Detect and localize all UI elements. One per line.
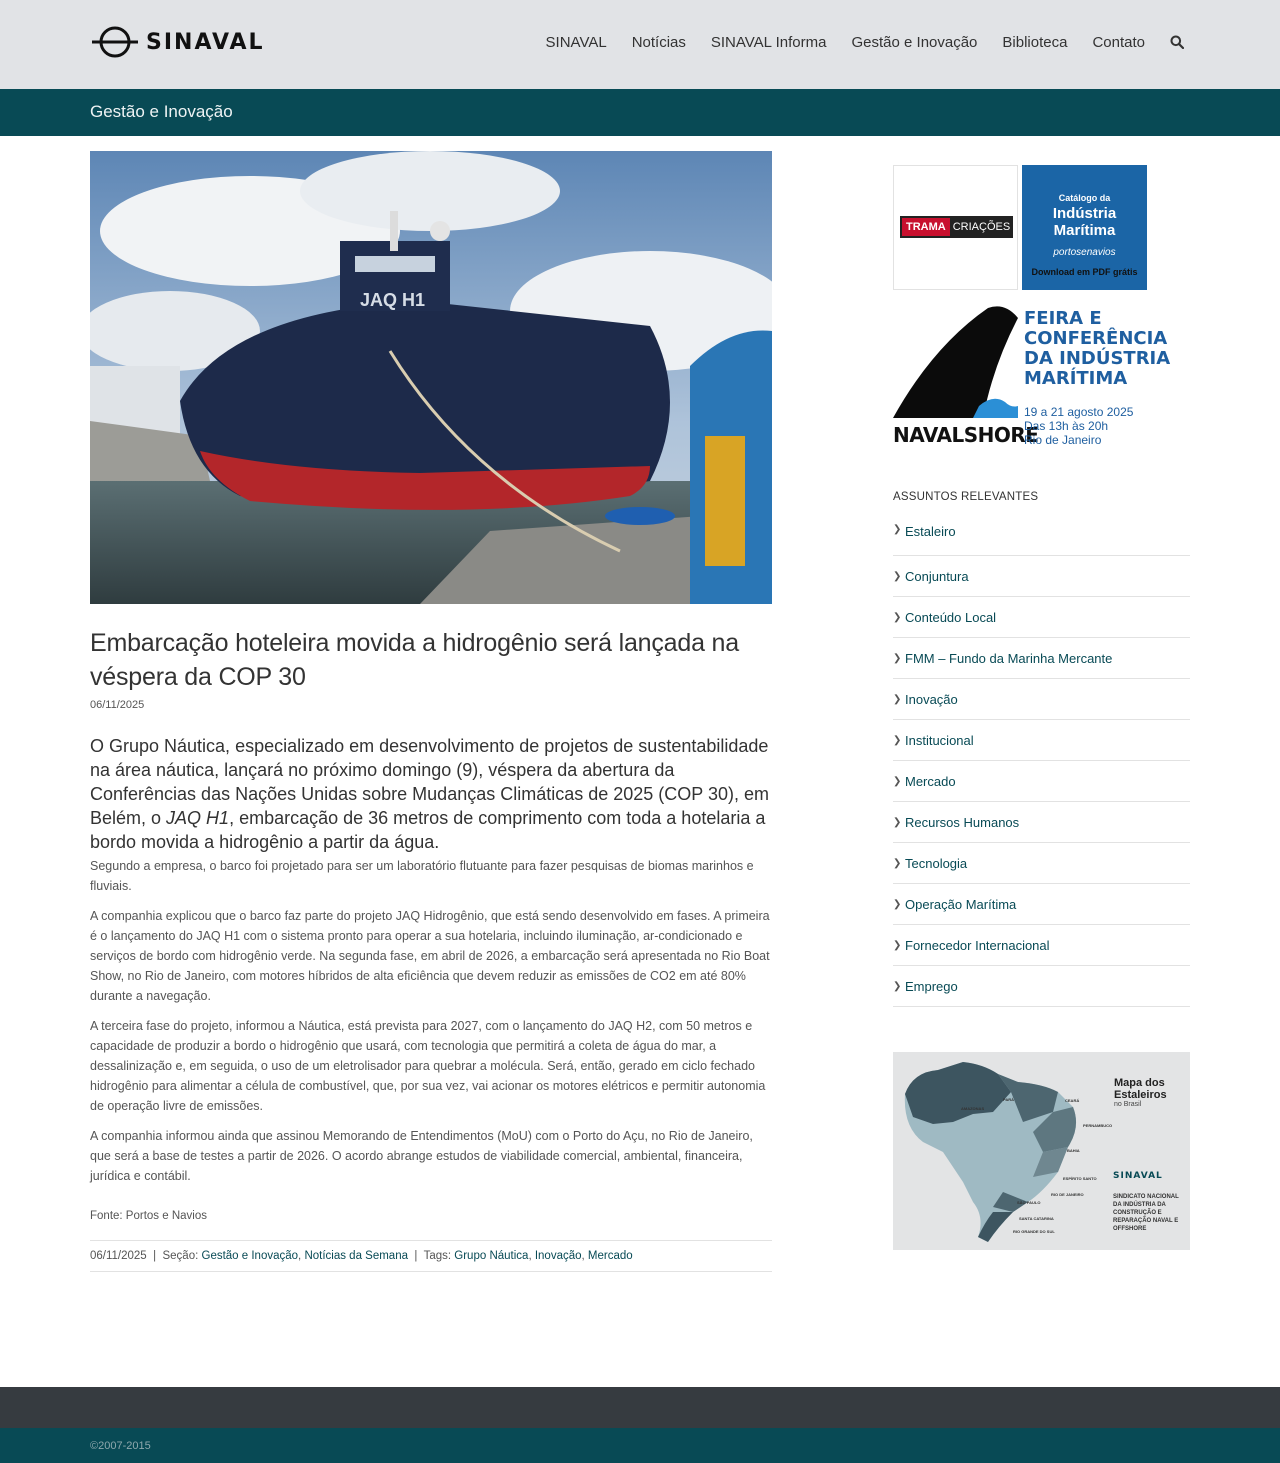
chevron-right-icon: ❯ [893,898,902,910]
topic-label: Conjuntura [905,568,969,584]
topic-label: FMM – Fundo da Marinha Mercante [905,650,1113,666]
map-title-line: Mapa dos [1114,1077,1165,1089]
topic-label: Tecnologia [905,855,968,871]
nav-sinaval-informa[interactable]: SINAVAL Informa [710,34,827,51]
map-title [1114,1077,1167,1101]
footer-widgets [0,1387,1280,1428]
search-icon[interactable] [1170,35,1186,51]
article-paragraph: A companhia informou ainda que assinou Memorando de Entendimentos (MoU) com o Porto do Açu, no Rio de Janeiro, que será a base de testes a partir de 2026. O acordo abrange estudos de viabilidade comercial, ambiental, financeira, jurídica e contábil. [90,1129,753,1183]
logo-text: SINAVAL [146,29,265,55]
article-paragraph: A companhia explicou que o barco faz parte do projeto JAQ Hidrogênio, que está sendo desenvolvido em fases. A primeira é o lançamento do JAQ H1 com o sistema pronto para operar a sua hotelaria, incluindo iluminação, ar-condicionado e serviços de bordo com hidrogênio verde. Na segunda fase, em abril de 2026, a embarcação será apresentada no Rio Boat Show, no Rio de Janeiro, com motores híbridos de alta eficiência que devem reduzir as emissões de CO2 em até 80% durante a navegação. [90,909,770,1003]
catalogo-line1: Catálogo da [1058,193,1111,203]
navalshore-title-line: DA INDÚSTRIA [1024,348,1171,369]
map-subtitle: no Brasil [1114,1101,1142,1108]
navalshore-date-line: 19 a 21 agosto 2025 [1024,405,1134,419]
nav-sinaval[interactable]: SINAVAL [545,34,607,51]
site-header [0,0,1280,89]
trama-logo-red: TRAMA [902,218,950,236]
lead-text-end: , embarcação de 36 metros de comprimento com toda a hotelaria a bordo movida a hidrogênio a partir da água. [90,808,766,852]
map-state-label: SANTA CATARINA [1019,1216,1054,1221]
map-state-label: CEARÁ [1065,1098,1080,1103]
map-state-label: PERNAMBUCO [1083,1123,1113,1128]
topic-link-tecnologia[interactable] [893,843,1190,884]
topic-link-emprego[interactable] [893,966,1190,1007]
sidebar [893,165,1190,1250]
map-state-label: RIO GRANDE DO SUL [1013,1229,1055,1234]
article-paragraph: Segundo a empresa, o barco foi projetado para ser um laboratório flutuante para fazer pesquisas de biomas marinhos e fluviais. [90,859,754,893]
nav-biblioteca[interactable]: Biblioteca [1002,34,1068,51]
topic-label: Fornecedor Internacional [905,937,1050,953]
topic-label: Operação Marítima [905,896,1017,912]
topic-link-conjuntura[interactable] [893,556,1190,597]
meta-secao-label: Seção: [162,1250,199,1262]
catalogo-line2: Indústria Marítima [1052,205,1117,239]
topics-widget-title: ASSUNTOS RELEVANTES [893,491,1039,503]
meta-secao-link[interactable]: Notícias da Semana [304,1250,408,1262]
nav-noticias[interactable]: Notícias [631,34,686,51]
map-sinaval-description: SINDICATO NACIONAL DA INDÚSTRIA DA CONSTRUÇÃO E REPARAÇÃO NAVAL E OFFSHORE [1113,1194,1179,1232]
meta-tags-label: Tags: [423,1250,452,1262]
catalogo-line3: portosenavios [1053,247,1116,258]
article-date: 06/11/2025 [90,699,145,711]
map-state-label: AMAZONAS [961,1106,985,1111]
trama-logo [900,216,1013,238]
article [90,151,772,1272]
map-state-label: PARÁ [1003,1097,1015,1102]
trama-logo-white: CRIAÇÕES [952,221,1011,233]
meta-separator: | [153,1250,157,1262]
ad-mapa-estaleiros[interactable] [893,1052,1190,1250]
meta-tag-link[interactable]: Mercado [587,1250,633,1262]
meta-secao-link[interactable]: Gestão e Inovação [201,1250,299,1262]
topic-label: Mercado [905,773,956,789]
lead-text-start: O Grupo Náutica, especializado em desenvolvimento de projetos de sustentabilidade na área náutica, lançará no próximo domingo (9), véspera da abertura da Conferências das Nações Unidas sobre Mudanças Climáticas de 2025 (COP 30), em Belém, o [90,736,769,828]
ad-trama-criacoes[interactable] [893,165,1018,290]
meta-date: 06/11/2025 [90,1250,147,1262]
main-nav [521,33,1186,53]
ad-navalshore[interactable] [893,306,1190,451]
article-hero-image[interactable] [90,151,772,604]
chevron-right-icon: ❯ [893,611,902,623]
chevron-right-icon: ❯ [893,570,902,582]
article-paragraph: A terceira fase do projeto, informou a Náutica, está prevista para 2027, com o lançamento do JAQ H2, com 50 metros e capacidade de produzir a bordo o hidrogênio que usará, com tecnologia que permitirá a coleta de água do mar, a dessalinização e, em seguida, o uso de um eletrolisador para quebrar a molécula. Será, então, gerado em ciclo fechado hidrogênio para alimentar a célula de combustível, que, por sua vez, vai acionar os motores elétricos e permitir autonomia de operação livre de emissões. [90,1019,766,1113]
meta-tag-link[interactable]: Inovação [534,1250,582,1262]
navalshore-title-line: CONFERÊNCIA [1024,328,1168,349]
nav-gestao-inovacao[interactable]: Gestão e Inovação [851,34,978,51]
navalshore-title-line: MARÍTIMA [1024,368,1128,389]
navalshore-title-line: FEIRA E [1024,308,1102,329]
navalshore-dates [1024,405,1133,447]
chevron-right-icon: ❯ [893,693,902,705]
navalshore-date-line: Rio de Janeiro [1024,433,1102,447]
svg-text:JAQ H1: JAQ H1 [360,290,426,310]
article-lead [90,734,772,854]
chevron-right-icon: ❯ [893,939,902,951]
topics-list [893,521,1190,1007]
lead-vessel-name: JAQ H1 [166,808,230,828]
topic-link-mercado[interactable] [893,761,1190,802]
article-title: Embarcação hoteleira movida a hidrogênio será lançada na véspera da COP 30 [90,629,739,691]
topic-label: Inovação [905,691,958,707]
topic-link-estaleiro[interactable] [893,521,1190,556]
topic-link-recursos-humanos[interactable] [893,802,1190,843]
catalogo-line4: Download em PDF grátis [1022,267,1147,277]
topic-label: Emprego [905,978,958,994]
article-meta: 06/11/2025 | Seção: Gestão e Inovação, Notícias da Semana | Tags: Grupo Náutica, Inovação, Mercado [90,1240,772,1272]
chevron-right-icon: ❯ [893,652,902,664]
map-sinaval-logo: SINAVAL [1113,1171,1163,1181]
chevron-right-icon: ❯ [893,857,902,869]
topic-label: Institucional [905,732,974,748]
copyright: ©2007-2015 [90,1440,151,1452]
meta-separator: | [414,1250,418,1262]
navalshore-title [1024,309,1170,389]
article-source: Fonte: Portos e Navios [90,1210,207,1222]
topic-link-inovacao[interactable] [893,679,1190,720]
chevron-right-icon: ❯ [893,734,902,746]
ad-catalogo-industria-maritima[interactable] [1022,165,1147,290]
topic-link-fornecedor-internacional[interactable] [893,925,1190,966]
topic-link-operacao-maritima[interactable] [893,884,1190,925]
topic-link-conteudo-local[interactable] [893,597,1190,638]
chevron-right-icon: ❯ [893,524,902,535]
topic-label: Conteúdo Local [905,609,997,625]
sinaval-logo-icon [92,24,138,60]
navalshore-ship-icon [893,306,1023,424]
topic-label: Estaleiro [905,524,956,539]
map-state-label: RIO DE JANEIRO [1051,1192,1084,1197]
chevron-right-icon: ❯ [893,980,902,992]
topic-label: Recursos Humanos [905,814,1020,830]
footer-bar [0,1428,1280,1463]
topic-link-institucional[interactable] [893,720,1190,761]
map-title-line: Estaleiros [1114,1089,1167,1101]
nav-contato[interactable]: Contato [1092,34,1145,51]
meta-tag-link[interactable]: Grupo Náutica [454,1250,529,1262]
navalshore-wordmark: NAVALSHORE [893,423,1039,447]
navalshore-date-line: Das 13h às 20h [1024,419,1109,433]
sidebar-ads [893,165,1190,290]
chevron-right-icon: ❯ [893,816,902,828]
map-state-label: SÃO PAULO [1017,1200,1041,1205]
page-title-bar [0,89,1280,136]
chevron-right-icon: ❯ [893,775,902,787]
page-title: Gestão e Inovação [90,102,233,121]
map-state-label: ESPÍRITO SANTO [1063,1176,1097,1181]
map-state-label: BAHIA [1067,1148,1080,1153]
topic-link-fmm[interactable] [893,638,1190,679]
site-logo[interactable] [92,22,265,62]
